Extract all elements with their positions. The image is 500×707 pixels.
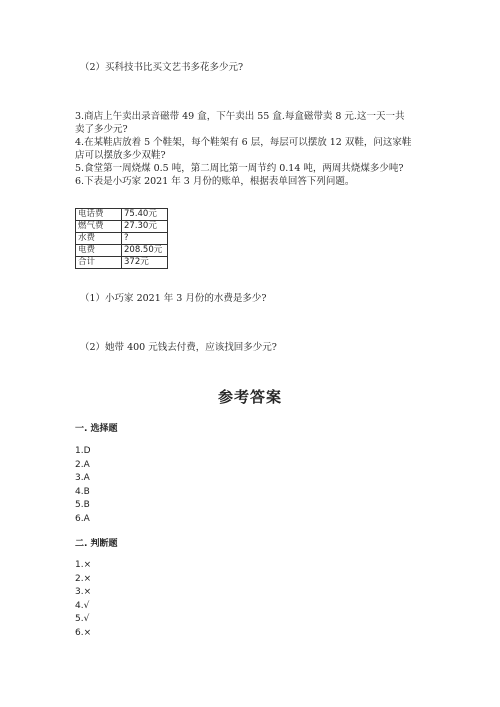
bill-item: 燃气费: [76, 221, 122, 233]
question-6-sub1: （1）小巧家 2021 年 3 月份的水费是多少?: [80, 293, 267, 304]
list-item: 4.B: [75, 486, 90, 497]
list-item: 1.D: [75, 446, 91, 456]
list-item: 3.A: [75, 473, 90, 483]
question-5: 5.食堂第一周烧煤 0.5 吨，第二周比第一周节约 0.14 吨，两周共烧煤多少吨?: [75, 163, 404, 174]
list-item: 2.×: [75, 573, 92, 584]
question-6-sub2: （2）她带 400 元钱去付费，应该找回多少元?: [80, 342, 277, 353]
question-books-sub2: （2）买科技书比买文艺书多花多少元?: [80, 62, 244, 73]
bill-amount: ?: [122, 233, 168, 245]
list-item: 6.A: [75, 513, 90, 524]
list-item: 1.×: [75, 560, 92, 570]
list-item: 5.√: [75, 614, 90, 624]
question-6: 6.下表是小巧家 2021 年 3 月份的账单，根据表单回答下列问题。: [75, 176, 355, 187]
question-3-line2: 卖了多少元?: [75, 124, 128, 135]
bill-item: 合计: [76, 257, 122, 269]
table-row: [76, 245, 168, 257]
table-row: [76, 257, 168, 269]
section-title-judgement: 二. 判断题: [75, 539, 118, 549]
question-3-line1: 3.商店上午卖出录音磁带 49 盒，下午卖出 55 盒.每盒磁带卖 8 元.这一天一共: [75, 111, 405, 122]
list-item: 6.×: [75, 627, 92, 638]
answers-title: 参考答案: [217, 388, 282, 406]
question-4-line1: 4.在某鞋店放着 5 个鞋架，每个鞋架有 6 层，每层可以摆放 12 双鞋，问这家鞋: [75, 137, 412, 148]
bill-table: [75, 208, 168, 269]
bill-amount: 372元: [122, 257, 168, 269]
table-row: [76, 221, 168, 233]
question-4-line2: 店可以摆放多少双鞋?: [75, 150, 166, 161]
choice-answers: [75, 445, 91, 526]
list-item: 2.A: [75, 459, 90, 470]
list-item: 4.√: [75, 600, 90, 611]
bill-item: 电费: [76, 245, 122, 257]
list-item: 5.B: [75, 500, 90, 510]
judgement-answers: [75, 559, 91, 640]
table-row: [76, 209, 168, 221]
section-title-choice: 一. 选择题: [75, 424, 118, 434]
bill-item: 电话费: [76, 209, 122, 221]
bill-amount: 27.30元: [122, 221, 168, 233]
list-item: 3.×: [75, 587, 92, 597]
bill-amount: 75.40元: [122, 209, 168, 221]
bill-amount: 208.50元: [122, 245, 168, 257]
bill-item: 水费: [76, 233, 122, 245]
table-row: [76, 233, 168, 245]
